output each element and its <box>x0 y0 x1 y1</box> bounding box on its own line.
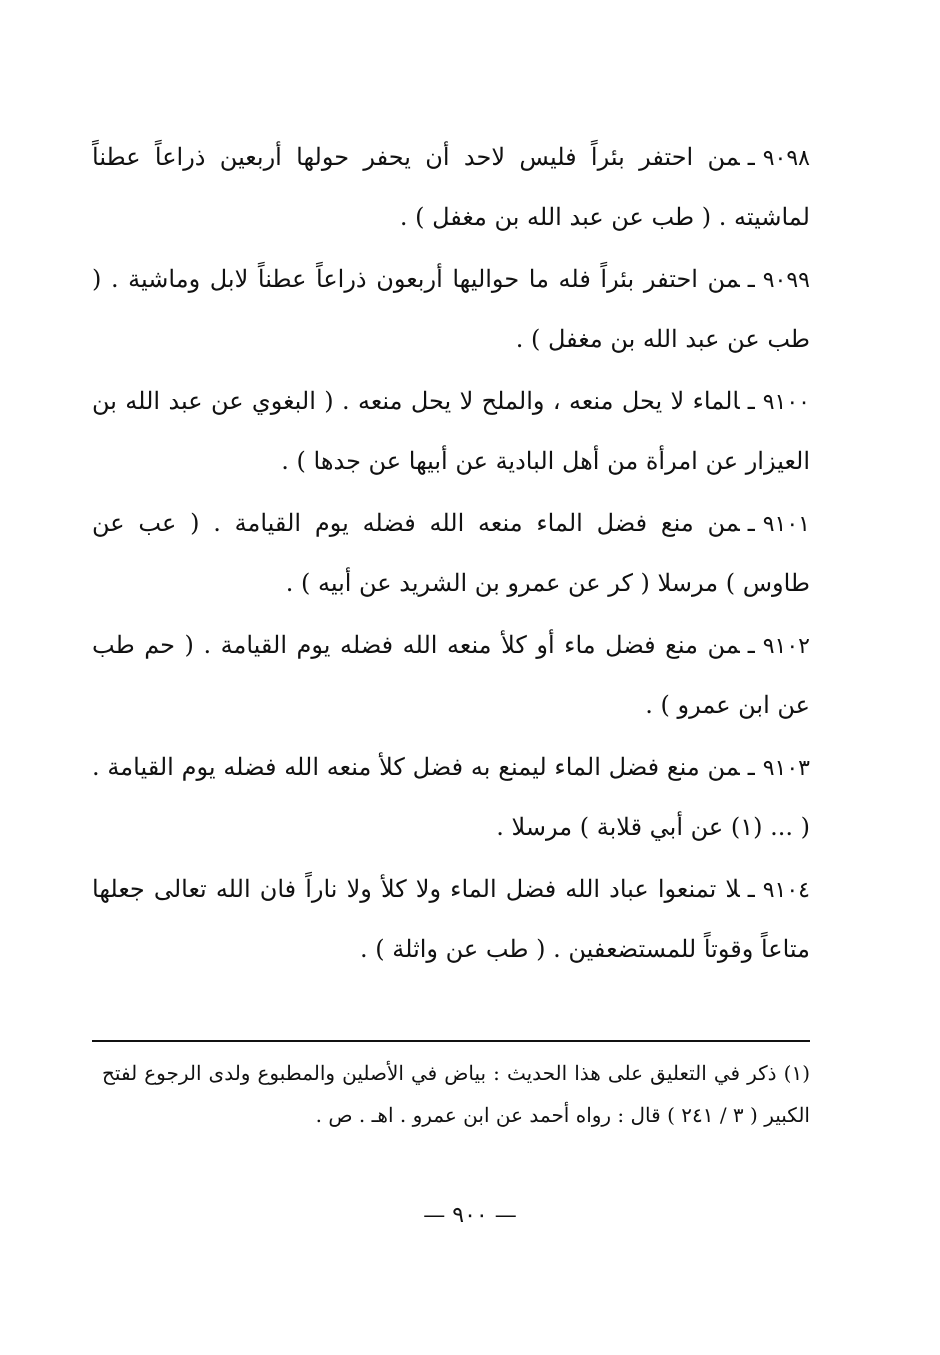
entry-text: من احتفر بئراً فله ما حواليها أربعون ذراعاً عطناً لابل وماشية . ( طب عن عبد الله بن مغفل ) . <box>92 265 810 353</box>
entry-text: لا تمنعوا عباد الله فضل الماء ولا كلأ ولا ناراً فان الله تعالى جعلها متاعاً وقوتاً للمستضعفين . ( طب عن واثلة ) . <box>92 875 810 963</box>
entry-number: ٩١٠١ <box>762 512 810 537</box>
entry-dash: ـ <box>747 387 755 415</box>
entry-dash: ـ <box>747 631 755 659</box>
entry-number: ٩١٠٠ <box>762 390 810 415</box>
entry-text: من منع فضل ماء أو كلأ منعه الله فضله يوم القيامة . ( حم طب عن ابن عمرو ) . <box>92 631 810 719</box>
entry-text: من احتفر بئراً فليس لاحد أن يحفر حولها أربعين ذراعاً عطناً لماشيته . ( طب عن عبد الله بن مغفل ) . <box>92 143 810 231</box>
page-number: — ٩٠٠ — <box>423 1203 517 1228</box>
hadith-entry-9103 <box>92 738 810 856</box>
hadith-entry-9100 <box>92 372 810 490</box>
hadith-list <box>92 128 810 978</box>
hadith-entry-9101 <box>92 494 810 612</box>
hadith-entry-9104 <box>92 860 810 978</box>
entry-number: ٩١٠٢ <box>762 634 810 659</box>
hadith-entry-9098 <box>92 128 810 246</box>
entry-text: من منع فضل الماء منعه الله فضله يوم القيامة . ( عب عن طاوس ) مرسلا ( كر عن عمرو بن الشريد عن أبيه ) . <box>92 509 810 597</box>
footnote-divider <box>92 1040 810 1042</box>
entry-dash: ـ <box>747 753 755 781</box>
entry-text: من منع فضل الماء ليمنع به فضل كلأ منعه الله فضله يوم القيامة . ( ... (١) عن أبي قلابة ) مرسلا . <box>92 753 810 841</box>
entry-number: ٩٠٩٨ <box>762 146 810 171</box>
entry-text: الماء لا يحل منعه ، والملح لا يحل منعه . ( البغوي عن عبد الله بن العيزار عن امرأة من أهل البادية عن أبيها عن جدها ) . <box>92 387 810 475</box>
entry-dash: ـ <box>747 143 755 171</box>
entry-number: ٩٠٩٩ <box>762 268 810 293</box>
footnote: (١) ذكر في التعليق على هذا الحديث : بياض في الأصلين والمطبوع ولدى الرجوع لفتح الكبير ( ٣ / ٢٤١ ) قال : رواه أحمد عن ابن عمرو . اهـ . ص . <box>102 1061 810 1127</box>
entry-number: ٩١٠٣ <box>762 756 810 781</box>
entry-number: ٩١٠٤ <box>762 878 810 903</box>
entry-dash: ـ <box>747 509 755 537</box>
entry-dash: ـ <box>747 265 755 293</box>
hadith-entry-9099 <box>92 250 810 368</box>
entry-dash: ـ <box>747 875 755 903</box>
hadith-entry-9102 <box>92 616 810 734</box>
